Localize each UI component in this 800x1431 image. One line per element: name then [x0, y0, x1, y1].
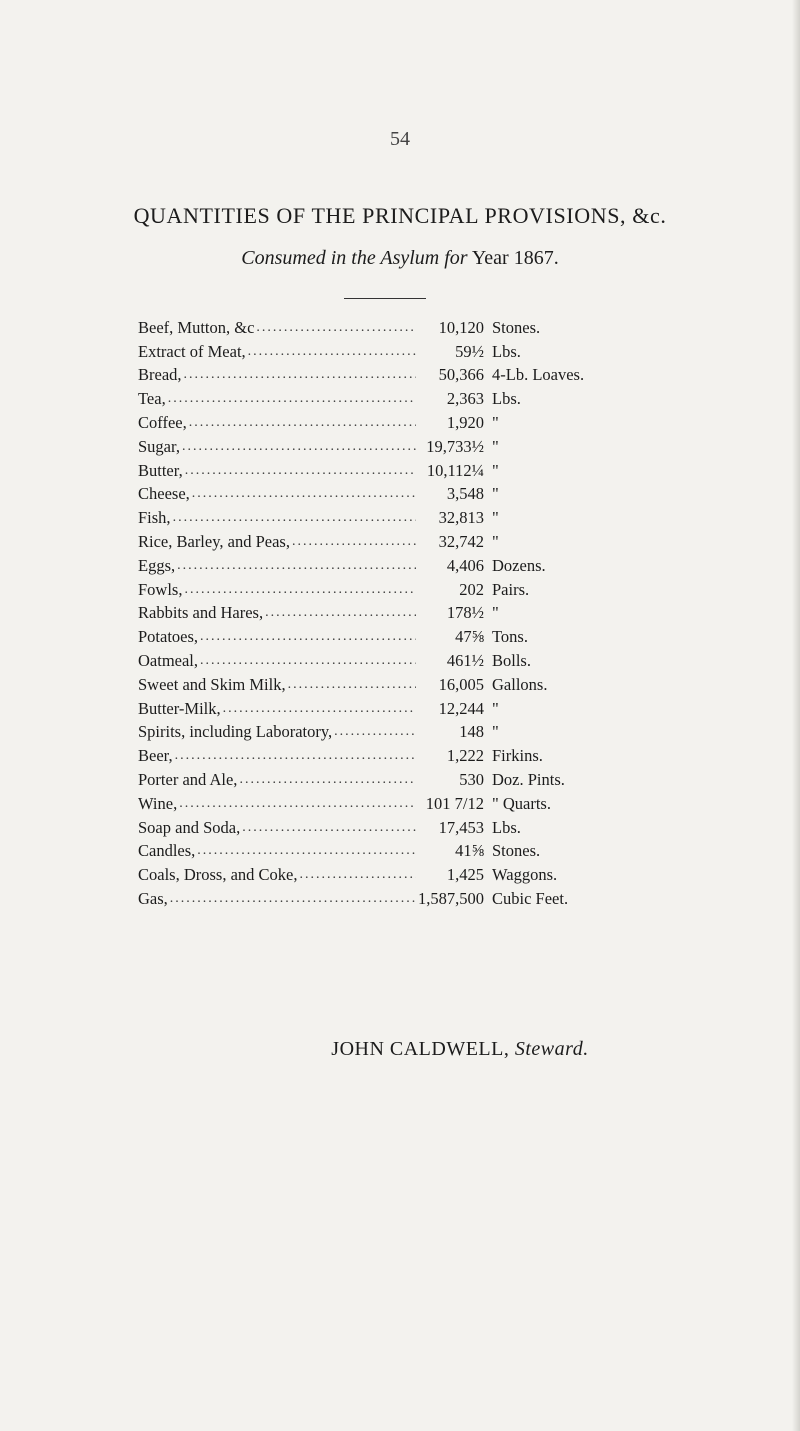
provision-item: Candles, — [138, 841, 196, 861]
provision-unit: Dozens. — [492, 555, 546, 575]
provisions-table — [138, 314, 658, 909]
provision-quantity: 1,425 — [446, 865, 484, 885]
provision-quantity: 10,112¼ — [426, 460, 484, 480]
dot-leader — [334, 725, 416, 739]
dot-leader — [192, 487, 416, 501]
dot-leader — [184, 583, 416, 597]
provision-row — [138, 623, 658, 647]
provision-unit: Bolls. — [492, 650, 531, 670]
dot-leader — [223, 702, 416, 716]
provision-unit: Pairs. — [492, 579, 530, 599]
provision-quantity: 178½ — [446, 603, 484, 623]
provision-row — [138, 671, 658, 695]
provision-unit: Cubic Feet. — [492, 888, 569, 908]
provision-item: Oatmeal, — [138, 650, 199, 670]
dot-leader — [265, 606, 416, 620]
provision-quantity: 59½ — [455, 341, 484, 361]
provision-row — [138, 433, 658, 457]
provision-row — [138, 385, 658, 409]
provision-row — [138, 885, 658, 909]
provision-item: Fish, — [138, 508, 171, 528]
provision-quantity: 16,005 — [438, 674, 484, 694]
provision-row — [138, 457, 658, 481]
provision-quantity: 17,453 — [438, 817, 484, 837]
dot-leader — [184, 368, 416, 382]
dot-leader — [242, 821, 416, 835]
provision-item: Butter, — [138, 460, 183, 480]
provision-row — [138, 838, 658, 862]
provision-item: Rabbits and Hares, — [138, 603, 264, 623]
provision-row — [138, 576, 658, 600]
provision-item: Spirits, including Laboratory, — [138, 722, 333, 742]
provision-item: Sweet and Skim Milk, — [138, 674, 286, 694]
provision-item: Sugar, — [138, 436, 180, 456]
dot-leader — [248, 345, 416, 359]
provision-quantity: 4,406 — [446, 555, 484, 575]
dot-leader — [177, 559, 416, 573]
provision-quantity: 32,813 — [438, 508, 484, 528]
provision-unit: " — [492, 603, 499, 623]
dot-leader — [197, 844, 416, 858]
provision-quantity: 32,742 — [438, 531, 484, 551]
provision-item: Coffee, — [138, 412, 187, 432]
provision-unit: Lbs. — [492, 817, 521, 837]
provision-unit: Firkins. — [492, 746, 543, 766]
provision-row — [138, 695, 658, 719]
dot-leader — [168, 392, 416, 406]
dot-leader — [182, 440, 416, 454]
provision-item: Rice, Barley, and Peas, — [138, 531, 290, 551]
provision-unit: " — [492, 531, 499, 551]
dot-leader — [200, 630, 416, 644]
dot-leader — [256, 321, 416, 335]
divider-rule — [344, 298, 426, 299]
provision-quantity: 10,120 — [438, 317, 484, 337]
provision-unit: Lbs. — [492, 389, 521, 409]
provision-item: Gas, — [138, 888, 168, 908]
provision-quantity: 50,366 — [438, 365, 484, 385]
provision-unit: 4-Lb. Loaves. — [492, 365, 585, 385]
provision-row — [138, 552, 658, 576]
signature-name: JOHN CALDWELL, — [331, 1038, 510, 1060]
provision-item: Tea, — [138, 389, 166, 409]
provision-quantity: 1,920 — [446, 412, 484, 432]
provision-quantity: 41⅝ — [455, 841, 484, 861]
provision-unit: Gallons. — [492, 674, 548, 694]
page-subtitle — [0, 247, 800, 270]
provision-row — [138, 481, 658, 505]
provision-unit: Tons. — [492, 627, 528, 647]
provision-item: Coals, Dross, and Coke, — [138, 865, 298, 885]
page-edge-shadow — [792, 0, 800, 1431]
provision-quantity: 2,363 — [446, 389, 484, 409]
provision-row — [138, 409, 658, 433]
dot-leader — [239, 773, 416, 787]
provision-unit: Waggons. — [492, 865, 558, 885]
dot-leader — [185, 464, 416, 478]
provision-row — [138, 766, 658, 790]
provision-quantity: 47⅝ — [455, 627, 484, 647]
provision-unit: Stones. — [492, 317, 541, 337]
subtitle-year: Year 1867. — [471, 247, 559, 269]
provision-row — [138, 790, 658, 814]
provision-row — [138, 814, 658, 838]
provision-quantity: 202 — [459, 579, 484, 599]
dot-leader — [170, 892, 416, 906]
page-number: 54 — [390, 128, 410, 150]
dot-leader — [288, 678, 416, 692]
provision-row — [138, 647, 658, 671]
provision-item: Eggs, — [138, 555, 176, 575]
provision-unit: " — [492, 412, 499, 432]
provision-item: Wine, — [138, 793, 178, 813]
provision-unit: " — [492, 722, 499, 742]
provision-unit: " Quarts. — [492, 793, 551, 813]
provision-quantity: 101 7/12 — [425, 793, 484, 813]
dot-leader — [175, 749, 416, 763]
provision-row — [138, 314, 658, 338]
provision-item: Beef, Mutton, &c — [138, 317, 255, 337]
provision-unit: " — [492, 698, 499, 718]
provision-item: Porter and Ale, — [138, 769, 238, 789]
subtitle-text: Consumed in the Asylum for — [241, 247, 468, 269]
provision-row — [138, 742, 658, 766]
provision-unit: Doz. Pints. — [492, 769, 565, 789]
provision-row — [138, 528, 658, 552]
provision-row — [138, 719, 658, 743]
provision-unit: " — [492, 436, 499, 456]
dot-leader — [292, 535, 416, 549]
provision-item: Butter-Milk, — [138, 698, 221, 718]
provision-quantity: 19,733½ — [426, 436, 484, 456]
signature — [0, 1038, 800, 1061]
provision-quantity: 1,587,500 — [418, 888, 484, 908]
dot-leader — [200, 654, 416, 668]
provision-quantity: 530 — [459, 769, 484, 789]
provision-row — [138, 861, 658, 885]
provision-quantity: 12,244 — [438, 698, 484, 718]
provision-quantity: 3,548 — [446, 484, 484, 504]
provision-unit: " — [492, 484, 499, 504]
dot-leader — [179, 797, 416, 811]
signature-role: Steward. — [514, 1038, 589, 1060]
provision-row — [138, 362, 658, 386]
provision-item: Fowls, — [138, 579, 183, 599]
provision-row — [138, 504, 658, 528]
dot-leader — [173, 511, 416, 525]
provision-unit: Stones. — [492, 841, 541, 861]
provision-item: Cheese, — [138, 484, 190, 504]
provision-item: Potatoes, — [138, 627, 199, 647]
provision-item: Extract of Meat, — [138, 341, 246, 361]
page-title: QUANTITIES OF THE PRINCIPAL PROVISIONS, &c. — [133, 203, 667, 228]
provision-quantity: 1,222 — [446, 746, 484, 766]
provision-row — [138, 600, 658, 624]
provision-row — [138, 338, 658, 362]
provision-item: Beer, — [138, 746, 173, 766]
provision-unit: Lbs. — [492, 341, 521, 361]
provision-item: Bread, — [138, 365, 182, 385]
provision-item: Soap and Soda, — [138, 817, 241, 837]
provision-unit: " — [492, 508, 499, 528]
dot-leader — [300, 868, 417, 882]
provision-quantity: 461½ — [446, 650, 484, 670]
dot-leader — [189, 416, 416, 430]
provision-quantity: 148 — [459, 722, 484, 742]
provision-unit: " — [492, 460, 499, 480]
